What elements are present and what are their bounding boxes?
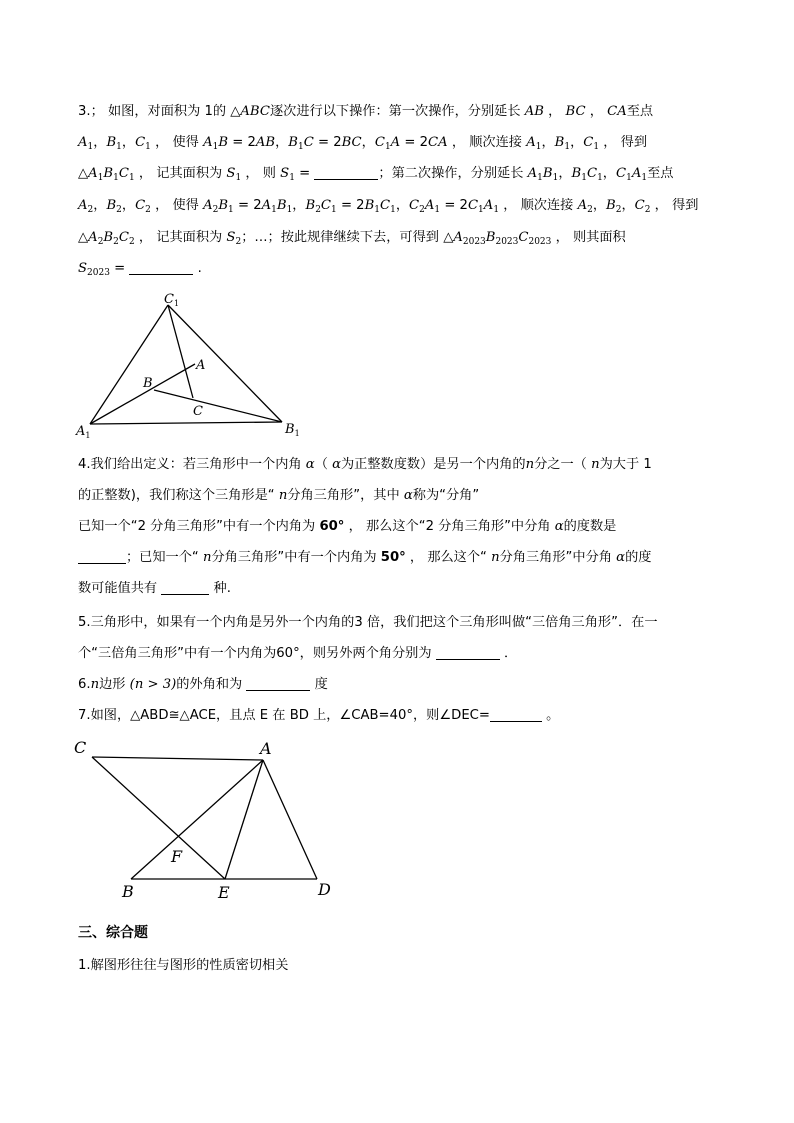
segment-a1-a [90,364,195,424]
q3-line-6: $S_{2023}$ = . [78,261,202,278]
edge-c1-b1 [168,305,282,422]
q4-line-5: 数可能值共有 种. [78,581,231,596]
label-a1: $A_1$ [76,424,91,440]
label-c1: $C_1$ [164,292,180,308]
answer-blank-s2023[interactable] [129,260,193,275]
label-b: B [143,376,153,391]
triangle-figure-2 [70,735,340,905]
answer-blank-q7[interactable] [490,707,542,722]
answer-blank-q4-2[interactable] [161,580,209,595]
label-e: E [218,883,230,902]
q5-line-2: 个“三倍角三角形”中有一个内角为60°，则另外两个角分别为 ． [78,646,518,661]
answer-blank-q5[interactable] [436,645,500,660]
edge-a1-b1 [90,422,282,424]
answer-blank-q6[interactable] [246,676,310,691]
label-b1: $B_1$ [285,422,300,438]
s3-q1-line: 1.解图形往往与图形的性质密切相关 [78,958,289,973]
label-a: A [260,739,272,758]
answer-blank-s1[interactable] [314,165,378,180]
triangle-figure-1 [70,290,310,445]
label-a: A [196,358,206,373]
segment-c-e [92,757,225,879]
q3-line-4: $A_2$，$B_2$，$C_2$ ， 使得 $A_2B_1 = 2A_1B_1$，$B_2C_1 = 2B_1C_1$，$C_2A_1 = 2C_1A_1$ ， 顺次连接 $A_2$，$B_2$，$C_2$ ， 得到 [78,198,699,215]
q3-line-2: $A_1$，$B_1$，$C_1$ ， 使得 $A_1B = 2AB$，$B_1C = 2BC$，$C_1A = 2CA$ ， 顺次连接 $A_1$，$B_1$，$C_1$ ， 得到 [78,135,648,152]
section-title-comprehensive: 三、综合题 [78,925,148,941]
segment-b-b1 [154,390,282,422]
q5-line-1: 5.三角形中，如果有一个内角是另外一个内角的3 倍，我们把这个三角形叫做“三倍角三角形”．在一 [78,615,658,630]
q4-line-4: ；已知一个“ n分角三角形”中有一个内角为 50° ， 那么这个“ n分角三角形”中分角 α的度 [78,548,728,568]
label-c: C [193,404,203,419]
segment-c1-c [168,305,193,398]
q7-line: 7.如图，△ABD≅△ACE，且点 E 在 BD 上，∠CAB=40°，则∠DEC= 。 [78,708,560,723]
segment-c-a [92,757,263,760]
q3-line-5: $\triangle A_2B_2C_2$ ， 记其面积为 $S_2$；…；按此规律继续下去，可得到 $\triangle A_{2023}B_{2023}C_{2023}$ ， 则其面积 [78,230,626,247]
answer-blank-q4-1[interactable] [78,549,126,564]
q6-line: 6.n边形 (n > 3)的外角和为 度 [78,677,328,692]
label-b: B [122,882,134,901]
q4-line-2: 的正整数)，我们称这个三角形是“ n分角三角形”，其中 α称为“分角” [78,488,480,503]
q3-line-3: $\triangle A_1B_1C_1$ ， 记其面积为 $S_1$ ， 则 $S_1$ = ；第二次操作，分别延长 $A_1B_1$，$B_1C_1$，$C_1A_1$至点 [78,166,674,183]
segment-a-b [131,760,263,879]
q3-line-1: 3.； 如图，对面积为 1的 △ABC逐次进行以下操作：第一次操作，分别延长 AB ， BC ， CA至点 [78,104,654,119]
segment-a-d [263,760,317,879]
edge-c1-a1 [90,305,168,424]
label-c: C [74,738,87,757]
q4-line-3: 已知一个“2 分角三角形”中有一个内角为 60° ， 那么这个“2 分角三角形”中分角 α的度数是 [78,519,617,534]
q4-line-1: 4.我们给出定义：若三角形中一个内角 α（ α为正整数度数）是另一个内角的n分之一（ n为大于 1 [78,457,652,472]
label-f: F [171,847,183,866]
label-d: D [318,880,331,899]
